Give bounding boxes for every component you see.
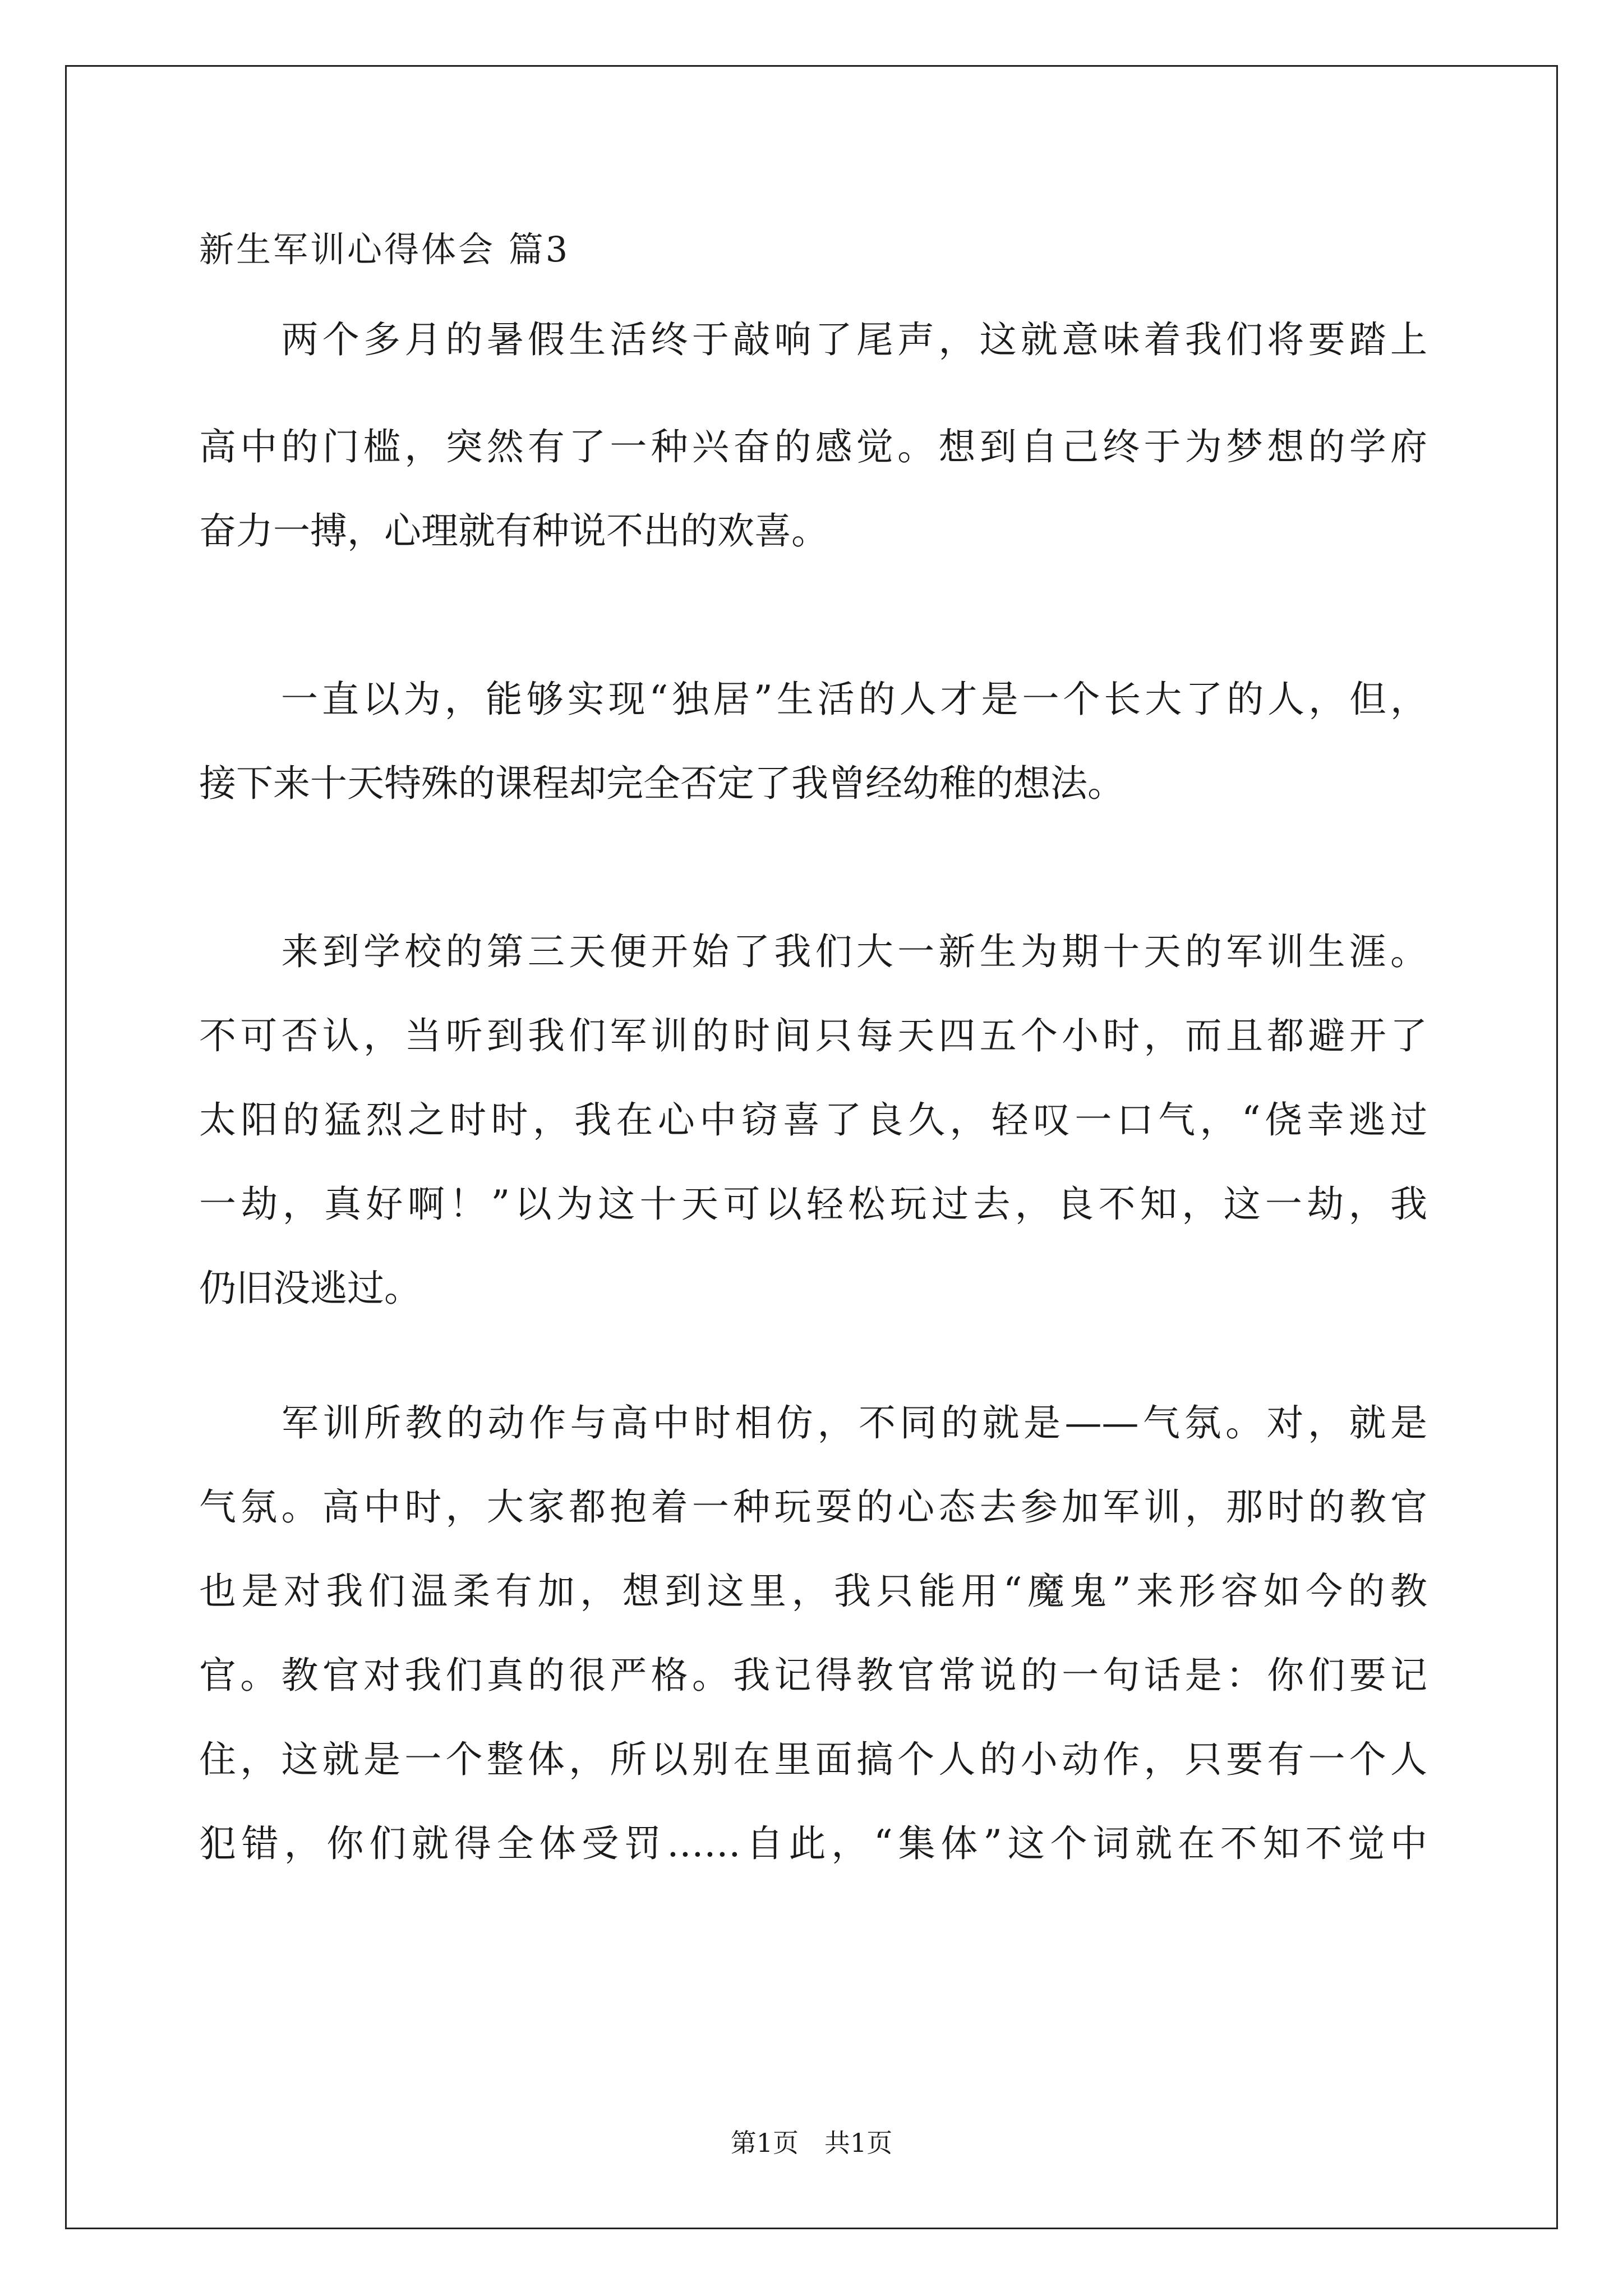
text-line: 一劫，真好啊！”以为这十天可以轻松玩过去，良不知，这一劫，我: [199, 1182, 1427, 1226]
text-line: 接下来十天特殊的课程却完全否定了我曾经幼稚的想法。: [199, 762, 1124, 805]
text-line: 也是对我们温柔有加，想到这里，我只能用“魔鬼”来形容如今的教: [199, 1570, 1427, 1613]
text-line: 高中的门槛，突然有了一种兴奋的感觉。想到自己终于为梦想的学府: [199, 425, 1427, 468]
text-line: 太阳的猛烈之时时，我在心中窃喜了良久，轻叹一口气，“侥幸逃过: [199, 1098, 1427, 1142]
text-line: 不可否认，当听到我们军训的时间只每天四五个小时，而且都避开了: [199, 1014, 1427, 1057]
page-border: [65, 65, 1558, 2229]
text-line: 两个多月的暑假生活终于敲响了尾声，这就意味着我们将要踏上: [199, 318, 1427, 361]
text-line: 仍旧没逃过。: [199, 1267, 421, 1310]
text-line: 住，这就是一个整体，所以别在里面搞个人的小动作，只要有一个人: [199, 1738, 1427, 1781]
document-title: 新生军训心得体会 篇3: [199, 229, 570, 270]
text-line: 军训所教的动作与高中时相仿，不同的就是——气氛。对，就是: [199, 1401, 1427, 1444]
text-line: 奋力一搏，心理就有种说不出的欢喜。: [199, 509, 828, 553]
text-line: 一直以为，能够实现“独居”生活的人才是一个长大了的人，但，: [199, 678, 1427, 721]
text-line: 气氛。高中时，大家都抱着一种玩耍的心态去参加军训，那时的教官: [199, 1485, 1427, 1529]
text-line: 官。教官对我们真的很严格。我记得教官常说的一句话是：你们要记: [199, 1654, 1427, 1697]
text-line: 犯错，你们就得全体受罚……自此，“集体”这个词就在不知不觉中: [199, 1822, 1427, 1865]
text-line: 来到学校的第三天便开始了我们大一新生为期十天的军训生涯。: [199, 930, 1427, 973]
page-footer: 第1页 共1页: [730, 2128, 893, 2158]
